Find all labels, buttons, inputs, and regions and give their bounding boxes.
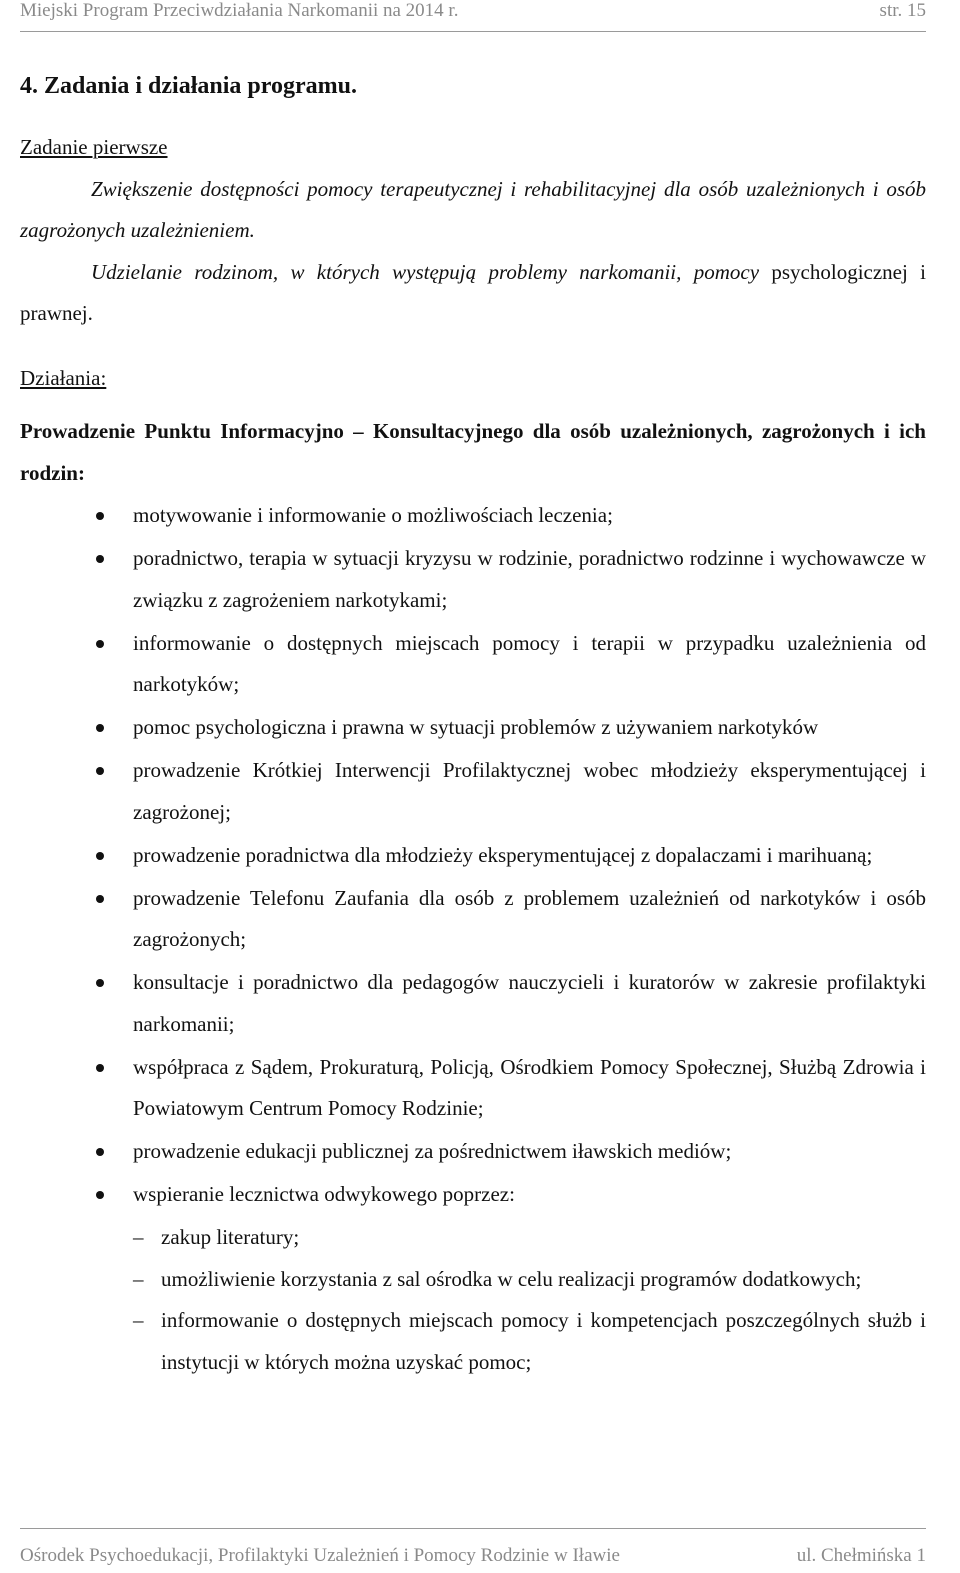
sub-list-item: – zakup literatury; <box>20 1217 926 1259</box>
list-item: prowadzenie Krótkiej Interwencji Profilaktycznej wobec młodzieży eksperymentującej i zagrożonej; <box>20 750 926 833</box>
task-title: Zadanie pierwsze <box>20 135 168 159</box>
list-item: pomoc psychologiczna i prawna w sytuacji problemów z używaniem narkotyków <box>20 707 926 749</box>
header-page-number: str. 15 <box>879 0 926 21</box>
list-item: współpraca z Sądem, Prokuraturą, Policją, Ośrodkiem Pomocy Społecznej, Służbą Zdrowia i Powiatowym Centrum Pomocy Rodzinie; <box>20 1047 926 1130</box>
list-item: konsultacje i poradnictwo dla pedagogów nauczycieli i kuratorów w zakresie profilaktyki narkomanii; <box>20 962 926 1045</box>
actions-label: Działania: <box>20 365 107 390</box>
sub-list-item: – umożliwienie korzystania z sal ośrodka w celu realizacji programów dodatkowych; <box>20 1259 926 1301</box>
task-goal-2-rest: psychologicznej i prawnej. <box>20 259 927 325</box>
task-goal-2-italic: Udzielanie rodzinom, w których występują problemy narkomanii, pomocy <box>91 259 760 284</box>
footer-organization: Ośrodek Psychoedukacji, Profilaktyki Uzależnień i Pomocy Rodzinie w Iławie <box>20 1545 620 1566</box>
document-body <box>20 66 926 1383</box>
point-heading: Prowadzenie Punktu Informacyjno – Konsultacyjnego dla osób uzależnionych, zagrożonych i ich rodzin: <box>20 419 926 485</box>
task-goal-2 <box>20 252 926 335</box>
list-item: prowadzenie poradnictwa dla młodzieży eksperymentującej z dopalaczami i marihuaną; <box>20 835 926 877</box>
task-goal-1-text: Zwiększenie dostępności pomocy terapeutycznej i rehabilitacyjnej dla osób uzależnionych i osób zagrożonych uzależnieniem. <box>20 176 926 242</box>
task-goal-1 <box>20 169 926 252</box>
list-item: wspieranie lecznictwa odwykowego poprzez: <box>20 1174 926 1216</box>
page-header <box>20 0 926 32</box>
sub-list-item: – informowanie o dostępnych miejscach pomocy i kompetencjach poszczególnych służb i instytucji w których można uzyskać pomoc; <box>20 1300 926 1383</box>
section-heading: 4. Zadania i działania programu. <box>20 73 357 99</box>
list-item: prowadzenie Telefonu Zaufania dla osób z problemem uzależnień od narkotyków i osób zagrożonych; <box>20 878 926 961</box>
actions-list <box>20 495 926 1216</box>
list-item: prowadzenie edukacji publicznej za pośrednictwem iławskich mediów; <box>20 1131 926 1173</box>
support-sublist <box>20 1217 926 1383</box>
footer-address: ul. Chełmińska 1 <box>796 1545 926 1566</box>
header-title: Miejski Program Przeciwdziałania Narkomanii na 2014 r. <box>20 0 459 21</box>
list-item: informowanie o dostępnych miejscach pomocy i terapii w przypadku uzależnienia od narkotyków; <box>20 623 926 706</box>
list-item: poradnictwo, terapia w sytuacji kryzysu w rodzinie, poradnictwo rodzinne i wychowawcze w związku z zagrożeniem narkotykami; <box>20 538 926 621</box>
page-footer <box>20 1528 926 1566</box>
list-item: motywowanie i informowanie o możliwościach leczenia; <box>20 495 926 537</box>
